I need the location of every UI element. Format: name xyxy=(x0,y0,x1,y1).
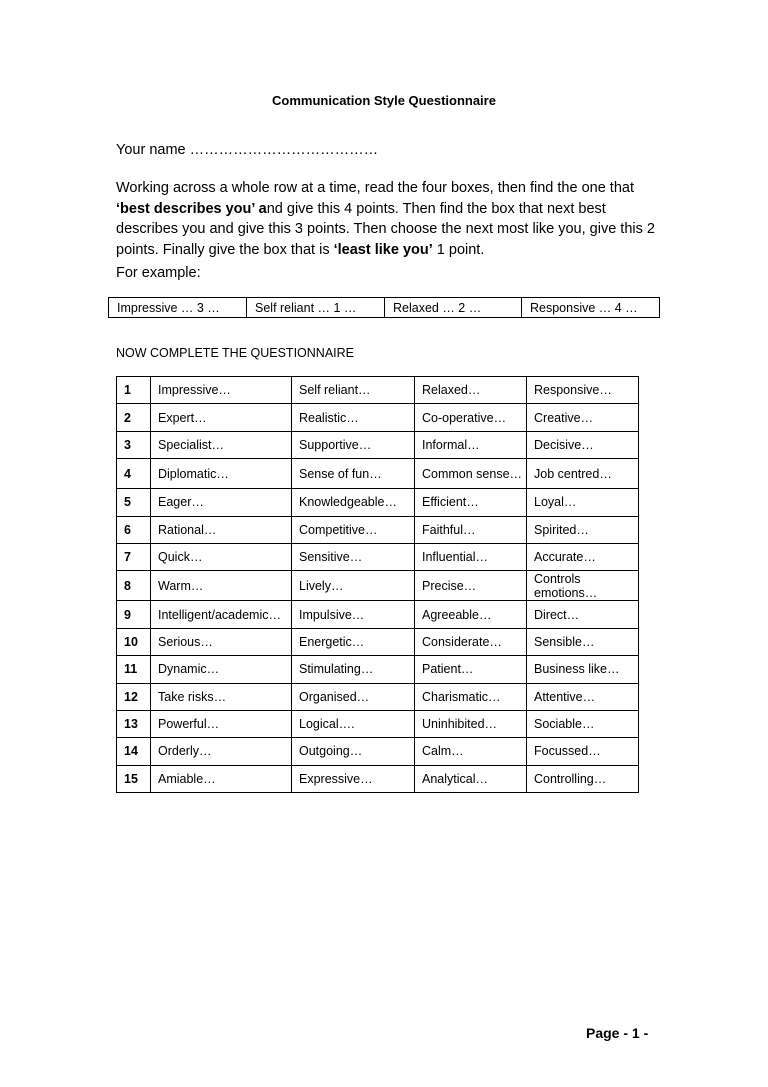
row-number: 8 xyxy=(117,571,151,601)
row-number: 9 xyxy=(117,601,151,628)
row-number: 14 xyxy=(117,738,151,765)
table-row xyxy=(117,601,639,628)
option-cell: Stimulating… xyxy=(292,656,415,683)
option-cell: Sociable… xyxy=(527,710,639,737)
option-cell: Informal… xyxy=(415,431,527,458)
table-row xyxy=(117,404,639,431)
option-cell: Eager… xyxy=(151,489,292,516)
page-title: Communication Style Questionnaire xyxy=(272,93,496,108)
option-cell: Job centred… xyxy=(527,459,639,489)
table-row xyxy=(117,628,639,655)
table-row xyxy=(117,656,639,683)
row-number: 13 xyxy=(117,710,151,737)
option-cell: Direct… xyxy=(527,601,639,628)
instructions-text-1: Working across a whole row at a time, read the four boxes, then find the one that xyxy=(116,180,634,196)
option-cell: Rational… xyxy=(151,516,292,543)
option-cell: Realistic… xyxy=(292,404,415,431)
row-number: 4 xyxy=(117,459,151,489)
name-line: Your name ………………………………… xyxy=(116,142,379,158)
option-cell: Sensitive… xyxy=(292,543,415,570)
option-cell: Co-operative… xyxy=(415,404,527,431)
option-cell: Supportive… xyxy=(292,431,415,458)
option-cell: Energetic… xyxy=(292,628,415,655)
option-cell: Precise… xyxy=(415,571,527,601)
option-cell: Dynamic… xyxy=(151,656,292,683)
option-cell: Spirited… xyxy=(527,516,639,543)
option-cell: Self reliant… xyxy=(292,377,415,404)
option-cell: Agreeable… xyxy=(415,601,527,628)
row-number: 3 xyxy=(117,431,151,458)
option-cell: Analytical… xyxy=(415,765,527,792)
table-row xyxy=(117,738,639,765)
example-label: For example: xyxy=(116,265,201,281)
option-cell: Logical…. xyxy=(292,710,415,737)
option-cell: Considerate… xyxy=(415,628,527,655)
option-cell: Focussed… xyxy=(527,738,639,765)
row-number: 11 xyxy=(117,656,151,683)
row-number: 5 xyxy=(117,489,151,516)
option-cell: Creative… xyxy=(527,404,639,431)
option-cell: Expressive… xyxy=(292,765,415,792)
option-cell: Calm… xyxy=(415,738,527,765)
instructions xyxy=(116,178,656,260)
row-number: 12 xyxy=(117,683,151,710)
instructions-bold-least: ‘least like you’ xyxy=(333,241,433,258)
table-row xyxy=(117,571,639,601)
questionnaire-table xyxy=(116,376,639,793)
option-cell: Sensible… xyxy=(527,628,639,655)
option-cell: Relaxed… xyxy=(415,377,527,404)
row-number: 10 xyxy=(117,628,151,655)
row-number: 2 xyxy=(117,404,151,431)
row-number: 6 xyxy=(117,516,151,543)
option-cell: Decisive… xyxy=(527,431,639,458)
option-cell: Controlling… xyxy=(527,765,639,792)
page-number: Page - 1 - xyxy=(586,1025,649,1041)
option-cell: Charismatic… xyxy=(415,683,527,710)
option-cell: Patient… xyxy=(415,656,527,683)
option-cell: Take risks… xyxy=(151,683,292,710)
option-cell: Uninhibited… xyxy=(415,710,527,737)
instructions-text-2: nd give this 4 points. Then find the box that next best describes you and give this 3 points. Then choose the next most like you, give this 2 points. Finally give the box that is xyxy=(116,200,655,258)
option-cell: Sense of fun… xyxy=(292,459,415,489)
option-cell: Faithful… xyxy=(415,516,527,543)
row-number: 7 xyxy=(117,543,151,570)
option-cell: Outgoing… xyxy=(292,738,415,765)
table-row xyxy=(117,710,639,737)
example-cell: Responsive … 4 … xyxy=(522,298,660,318)
option-cell: Controls emotions… xyxy=(527,571,639,601)
table-row xyxy=(117,516,639,543)
instructions-bold-best: ‘best describes you’ a xyxy=(116,200,267,217)
option-cell: Amiable… xyxy=(151,765,292,792)
option-cell: Business like… xyxy=(527,656,639,683)
option-cell: Orderly… xyxy=(151,738,292,765)
option-cell: Common sense… xyxy=(415,459,527,489)
option-cell: Warm… xyxy=(151,571,292,601)
option-cell: Quick… xyxy=(151,543,292,570)
example-cell: Impressive … 3 … xyxy=(109,298,247,318)
table-row xyxy=(117,683,639,710)
option-cell: Lively… xyxy=(292,571,415,601)
table-row xyxy=(117,543,639,570)
table-row xyxy=(117,489,639,516)
option-cell: Loyal… xyxy=(527,489,639,516)
row-number: 1 xyxy=(117,377,151,404)
table-row xyxy=(117,431,639,458)
option-cell: Intelligent/academic… xyxy=(151,601,292,628)
instructions-text-3: 1 point. xyxy=(432,241,485,258)
option-cell: Competitive… xyxy=(292,516,415,543)
option-cell: Impressive… xyxy=(151,377,292,404)
table-row xyxy=(117,459,639,489)
option-cell: Expert… xyxy=(151,404,292,431)
option-cell: Specialist… xyxy=(151,431,292,458)
option-cell: Knowledgeable… xyxy=(292,489,415,516)
row-number: 15 xyxy=(117,765,151,792)
option-cell: Accurate… xyxy=(527,543,639,570)
option-cell: Impulsive… xyxy=(292,601,415,628)
example-row xyxy=(109,298,660,318)
option-cell: Serious… xyxy=(151,628,292,655)
option-cell: Diplomatic… xyxy=(151,459,292,489)
table-row xyxy=(117,377,639,404)
option-cell: Organised… xyxy=(292,683,415,710)
example-cell: Self reliant … 1 … xyxy=(247,298,385,318)
option-cell: Influential… xyxy=(415,543,527,570)
example-table xyxy=(108,297,660,318)
option-cell: Attentive… xyxy=(527,683,639,710)
section-label: NOW COMPLETE THE QUESTIONNAIRE xyxy=(116,346,354,360)
option-cell: Responsive… xyxy=(527,377,639,404)
table-row xyxy=(117,765,639,792)
option-cell: Efficient… xyxy=(415,489,527,516)
option-cell: Powerful… xyxy=(151,710,292,737)
example-cell: Relaxed … 2 … xyxy=(385,298,522,318)
